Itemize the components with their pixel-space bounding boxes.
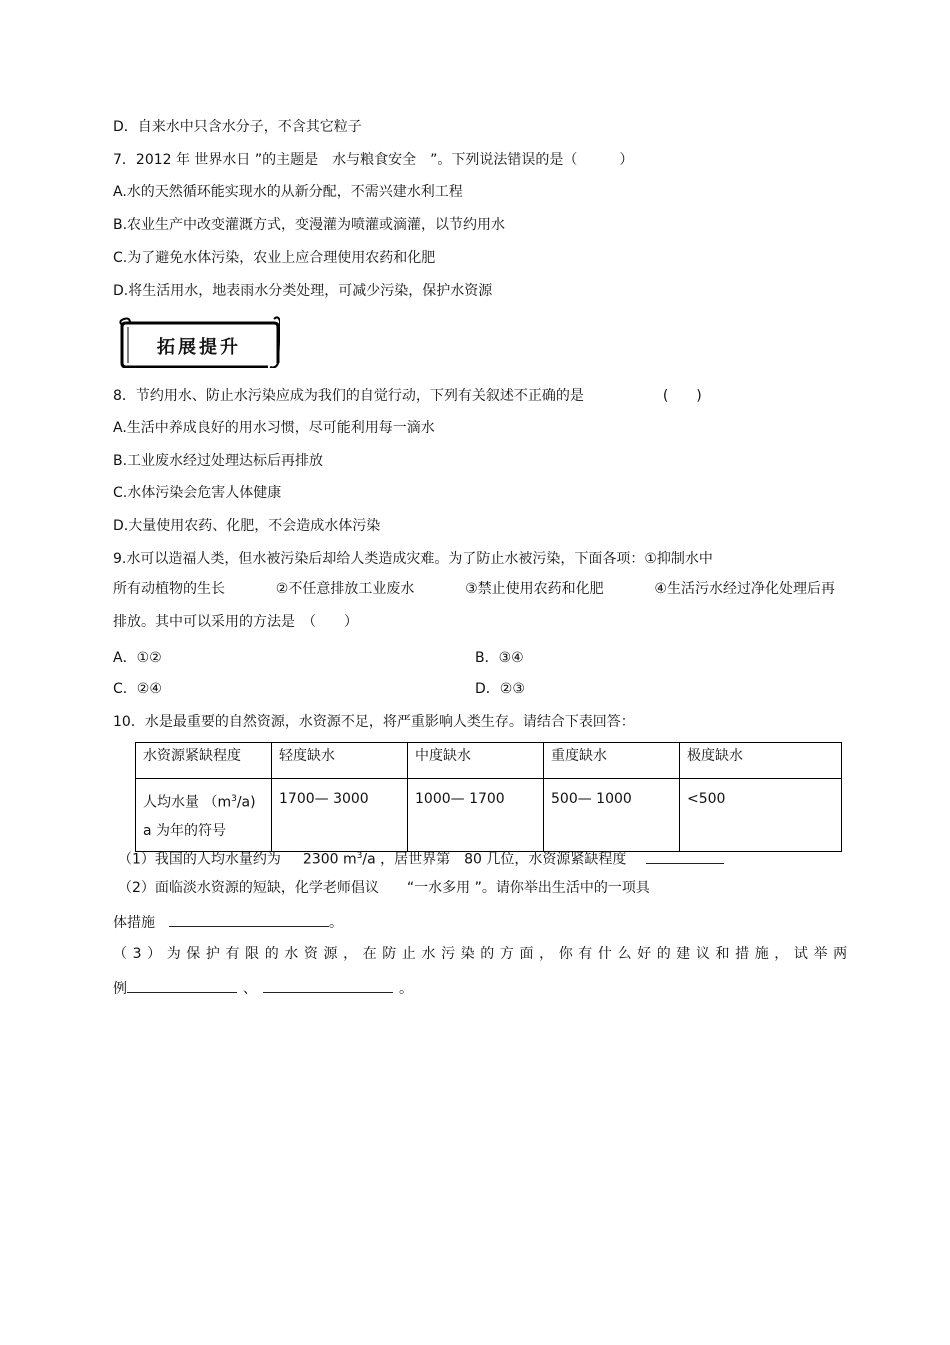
q9-option-b: B．③④ bbox=[475, 650, 524, 666]
q10-sub1-sup: 3 bbox=[356, 851, 363, 861]
q10-sub2-label: 体措施 bbox=[113, 915, 155, 931]
table-header-cell: 轻度缺水 bbox=[272, 743, 408, 779]
table-header-cell: 重度缺水 bbox=[544, 743, 680, 779]
q9-option-a: A．①② bbox=[113, 650, 162, 666]
answer-blank[interactable] bbox=[169, 912, 329, 927]
table-header-cell: 极度缺水 bbox=[680, 743, 842, 779]
q10-sub1 bbox=[118, 846, 724, 870]
q8-option-a: A.生活中养成良好的用水习惯，尽可能利用每一滴水 bbox=[113, 420, 435, 436]
water-scarcity-table bbox=[135, 742, 842, 852]
q8-option-b: B.工业废水经过处理达标后再排放 bbox=[113, 453, 324, 469]
q10-sub3-label: 例 bbox=[113, 981, 127, 997]
q10-sub1-text: （1）我国的人均水量约为 bbox=[118, 851, 281, 868]
q10-sub2-line1: （2）面临淡水资源的短缺，化学老师倡议 “一水多用 ”。请你举出生活中的一项具 bbox=[118, 880, 650, 896]
answer-blank[interactable] bbox=[263, 978, 393, 993]
row-label-text: 人均水量 （m bbox=[143, 794, 232, 811]
table-row bbox=[136, 779, 842, 852]
q7-option-a: A.水的天然循环能实现水的从新分配，不需兴建水利工程 bbox=[113, 184, 463, 200]
row-label-sup: 3 bbox=[231, 794, 237, 804]
q10-sub1-value: 2300 m bbox=[302, 851, 357, 868]
row-label-unit: /a) bbox=[236, 794, 256, 811]
q7-option-b: B.农业生产中改变灌溉方式，变漫灌为喷灌或滴灌，以节约用水 bbox=[113, 217, 506, 233]
table-cell: 1000— 1700 bbox=[408, 779, 544, 852]
q9-line1: 9.水可以造福人类，但水被污染后却给人类造成灾难。为了防止水被污染，下面各项：①抑制水中 bbox=[113, 551, 713, 567]
q8-option-d: D.大量使用农药、化肥，不会造成水体污染 bbox=[113, 518, 381, 534]
row-note: a 为年的符号 bbox=[143, 822, 227, 839]
table-header-cell: 中度缺水 bbox=[408, 743, 544, 779]
section-banner bbox=[118, 313, 280, 368]
q9-option-d: D．②③ bbox=[475, 681, 525, 697]
table-cell: 1700— 3000 bbox=[272, 779, 408, 852]
q8-stem-text: 8．节约用水、防止水污染应成为我们的自觉行动，下列有关叙述不正确的是 bbox=[113, 388, 584, 404]
q10-sub3-sep: 、 bbox=[243, 981, 257, 997]
q10-sub1-rest: /a ，居世界第 80 几位，水资源紧缺程度 bbox=[362, 851, 627, 868]
q8-paren: ( ) bbox=[662, 388, 702, 404]
answer-blank[interactable] bbox=[646, 849, 724, 864]
q10-sub3-line2 bbox=[113, 978, 413, 999]
table-header-row bbox=[136, 743, 842, 779]
q9-line2-part3: ③禁止使用农药和化肥 bbox=[465, 581, 604, 597]
q9-line3: 排放。其中可以采用的方法是 （ ） bbox=[113, 614, 358, 630]
q7-option-d: D.将生活用水，地表雨水分类处理，可减少污染，保护水资源 bbox=[113, 283, 493, 299]
banner-label: 拓展提升 bbox=[157, 337, 241, 358]
q10-sub2-line2 bbox=[113, 912, 343, 933]
q10-sub3-line1: （3）为保护有限的水资源，在防止水污染的方面，你有什么好的建议和措施，试举两 bbox=[113, 946, 853, 962]
q9-line2-part4: ④生活污水经过净化处理后再 bbox=[654, 581, 835, 597]
q6-option-d: D．自来水中只含水分子，不含其它粒子 bbox=[113, 119, 362, 135]
q9-line2-part1: 所有动植物的生长 bbox=[113, 581, 225, 597]
q9-line2-part2: ②不任意排放工业废水 bbox=[275, 581, 415, 597]
q10-sub2-end: 。 bbox=[329, 915, 343, 931]
q10-sub3-end: 。 bbox=[399, 981, 413, 997]
table-row-label bbox=[136, 779, 272, 852]
answer-blank[interactable] bbox=[127, 978, 237, 993]
table-cell: <500 bbox=[680, 779, 842, 852]
q8-stem bbox=[113, 386, 702, 406]
q8-option-c: C.水体污染会危害人体健康 bbox=[113, 485, 282, 501]
q9-option-c: C．②④ bbox=[113, 681, 162, 697]
q7-stem: 7．2012 年 世界水日 ”的主题是 水与粮食安全 ”。下列说法错误的是（ ） bbox=[113, 152, 634, 168]
q10-stem: 10．水是最重要的自然资源，水资源不足，将严重影响人类生存。请结合下表回答： bbox=[113, 714, 635, 730]
q7-option-c: C.为了避免水体污染，农业上应合理使用农药和化肥 bbox=[113, 250, 436, 266]
table-cell: 500— 1000 bbox=[544, 779, 680, 852]
q9-line2 bbox=[113, 579, 835, 599]
table-header-cell: 水资源紧缺程度 bbox=[136, 743, 272, 779]
